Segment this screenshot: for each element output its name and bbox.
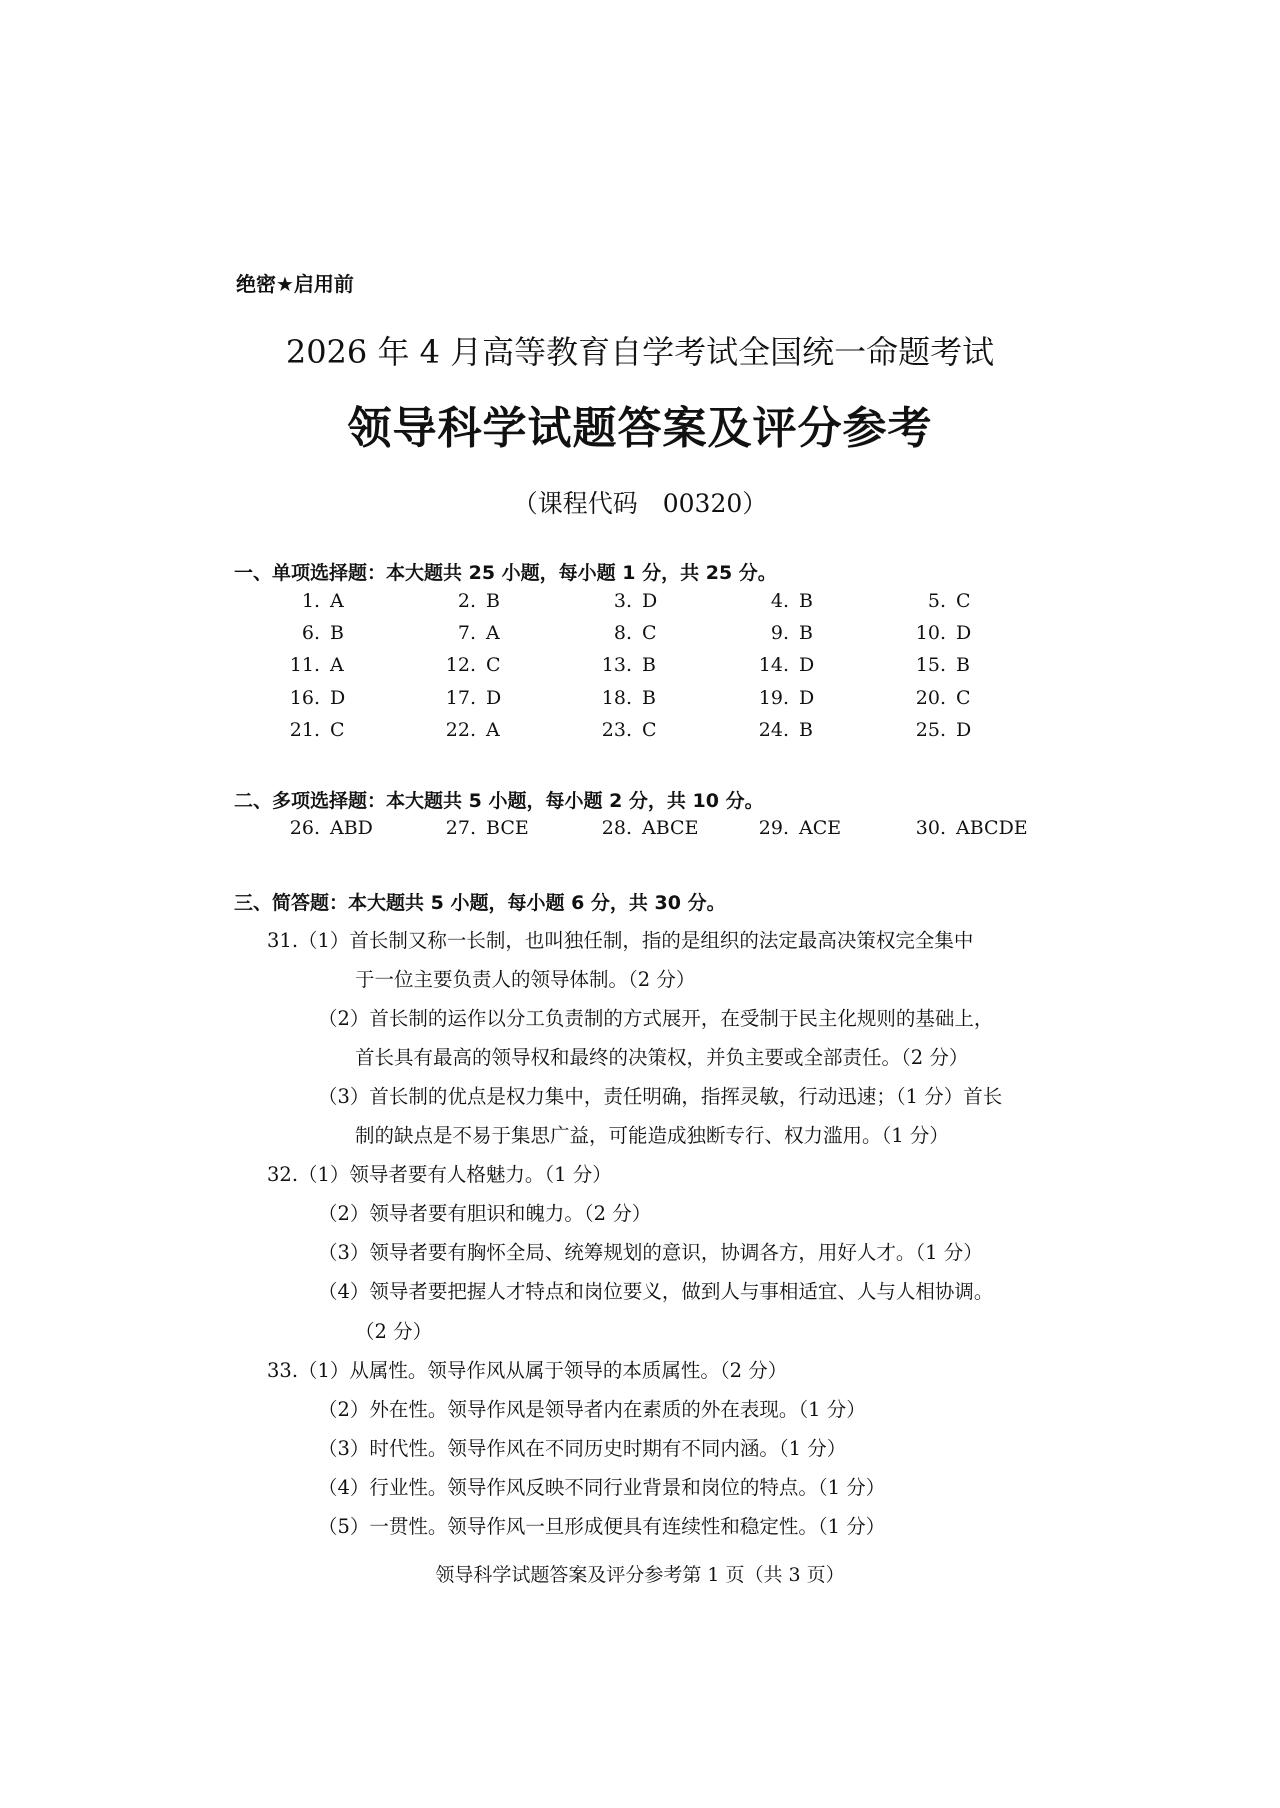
answer-item <box>258 622 344 644</box>
answer-item <box>570 817 698 839</box>
question-number: 14. <box>758 654 789 676</box>
answer-letter: C <box>330 719 345 741</box>
answer-letter: A <box>330 590 344 612</box>
answer-item <box>570 590 657 612</box>
answer-letters: ABD <box>330 817 373 839</box>
question-number: 3. <box>613 590 632 612</box>
answer-item <box>727 622 813 644</box>
answer-letter: D <box>956 719 972 741</box>
question-number: 13. <box>601 654 632 676</box>
answer-item <box>727 719 813 741</box>
question-number: 23. <box>601 719 632 741</box>
answer-item <box>727 654 814 676</box>
answer-letter: D <box>956 622 972 644</box>
answer-item <box>570 654 656 676</box>
question-number: 18. <box>601 687 632 709</box>
question-number: 17. <box>445 687 476 709</box>
answer-letter: C <box>956 590 971 612</box>
answer-letter: B <box>799 590 813 612</box>
answer-line: 制的缺点是不易于集思广益，可能造成独断专行、权力滥用。（1 分） <box>355 1124 949 1147</box>
answer-item <box>884 817 1028 839</box>
question-number: 7. <box>457 622 476 644</box>
answer-item <box>884 719 971 741</box>
answer-letter: C <box>486 654 501 676</box>
question-number: 16. <box>289 687 320 709</box>
answer-item <box>258 654 344 676</box>
answer-item <box>884 590 971 612</box>
page-footer: 领导科学试题答案及评分参考第 1 页（共 3 页） <box>435 1564 845 1586</box>
answer-item <box>570 719 657 741</box>
question-number: 5. <box>927 590 946 612</box>
answer-line: （3）领导者要有胸怀全局、统筹规划的意识，协调各方，用好人才。（1 分） <box>318 1241 983 1264</box>
answer-item <box>414 817 529 839</box>
answer-letter: B <box>799 622 813 644</box>
section-heading-multiple-choice: 二、多项选择题：本大题共 5 小题，每小题 2 分，共 10 分。 <box>234 790 764 812</box>
answer-item <box>884 622 971 644</box>
question-number: 19. <box>758 687 789 709</box>
answer-line: 首长具有最高的领导权和最终的决策权，并负主要或全部责任。（2 分） <box>355 1046 969 1069</box>
answer-letters: BCE <box>486 817 529 839</box>
answer-line: （2）领导者要有胆识和魄力。（2 分） <box>318 1202 652 1225</box>
answer-item <box>258 687 345 709</box>
answer-letter: D <box>642 590 658 612</box>
question-number: 9. <box>770 622 789 644</box>
question-number: 29. <box>758 817 789 839</box>
answer-item <box>884 687 971 709</box>
answer-line: （3）时代性。领导作风在不同历史时期有不同内涵。（1 分） <box>318 1437 847 1460</box>
course-code: （课程代码 00320） <box>512 489 768 518</box>
answer-letter: B <box>642 654 656 676</box>
answer-item <box>414 590 500 612</box>
question-number: 22. <box>445 719 476 741</box>
question-number: 6. <box>301 622 320 644</box>
exam-title: 2026 年 4 月高等教育自学考试全国统一命题考试 <box>285 333 995 371</box>
question-number: 25. <box>915 719 946 741</box>
answer-line: （2 分） <box>355 1320 433 1343</box>
question-number: 27. <box>445 817 476 839</box>
question-number: 4. <box>770 590 789 612</box>
section-heading-short-answer: 三、简答题：本大题共 5 小题，每小题 6 分，共 30 分。 <box>234 892 726 914</box>
question-number: 21. <box>289 719 320 741</box>
answer-letter: D <box>799 687 815 709</box>
question-number: 1. <box>301 590 320 612</box>
answer-line: 31.（1）首长制又称一长制，也叫独任制，指的是组织的法定最高决策权完全集中 <box>267 929 974 952</box>
question-number: 10. <box>915 622 946 644</box>
answer-item <box>414 622 500 644</box>
answer-letter: B <box>642 687 656 709</box>
answer-item <box>258 719 345 741</box>
answer-line: （3）首长制的优点是权力集中，责任明确，指挥灵敏，行动迅速；（1 分）首长 <box>318 1085 1003 1108</box>
question-number: 12. <box>445 654 476 676</box>
answer-letter: D <box>330 687 346 709</box>
answer-letter: A <box>486 622 500 644</box>
section-heading-single-choice: 一、单项选择题：本大题共 25 小题，每小题 1 分，共 25 分。 <box>234 562 777 584</box>
confidential-label: 绝密★启用前 <box>236 272 354 296</box>
document-title: 领导科学试题答案及评分参考 <box>347 403 933 454</box>
answer-line: 33.（1）从属性。领导作风从属于领导的本质属性。（2 分） <box>267 1359 788 1382</box>
answer-letter: B <box>956 654 970 676</box>
question-number: 30. <box>915 817 946 839</box>
answer-letter: A <box>330 654 344 676</box>
answer-line: 32.（1）领导者要有人格魅力。（1 分） <box>267 1163 612 1186</box>
answer-letter: A <box>486 719 500 741</box>
question-number: 24. <box>758 719 789 741</box>
answer-letter: B <box>330 622 344 644</box>
answer-letter: C <box>956 687 971 709</box>
answer-item <box>570 622 657 644</box>
question-number: 20. <box>915 687 946 709</box>
answer-item <box>570 687 656 709</box>
answer-letters: ABCDE <box>956 817 1028 839</box>
answer-item <box>727 687 814 709</box>
answer-letter: B <box>486 590 500 612</box>
question-number: 26. <box>289 817 320 839</box>
answer-item <box>884 654 970 676</box>
answer-item <box>258 590 344 612</box>
answer-line: （4）领导者要把握人才特点和岗位要义，做到人与事相适宜、人与人相协调。 <box>318 1280 994 1303</box>
answer-line: （2）首长制的运作以分工负责制的方式展开，在受制于民主化规则的基础上， <box>318 1007 994 1030</box>
answer-item <box>727 590 813 612</box>
answer-letter: D <box>486 687 502 709</box>
question-number: 8. <box>613 622 632 644</box>
answer-item <box>414 719 500 741</box>
answer-line: （5）一贯性。领导作风一旦形成便具有连续性和稳定性。（1 分） <box>318 1515 886 1538</box>
answer-item <box>414 687 501 709</box>
answer-letters: ACE <box>799 817 842 839</box>
answer-item <box>727 817 841 839</box>
answer-letter: C <box>642 622 657 644</box>
answer-letter: C <box>642 719 657 741</box>
answer-line: 于一位主要负责人的领导体制。（2 分） <box>355 968 696 991</box>
question-number: 15. <box>915 654 946 676</box>
question-number: 28. <box>601 817 632 839</box>
answer-item <box>258 817 373 839</box>
answer-item <box>414 654 501 676</box>
answer-line: （2）外在性。领导作风是领导者内在素质的外在表现。（1 分） <box>318 1398 866 1421</box>
answer-letter: D <box>799 654 815 676</box>
question-number: 11. <box>289 654 320 676</box>
question-number: 2. <box>457 590 476 612</box>
answer-line: （4）行业性。领导作风反映不同行业背景和岗位的特点。（1 分） <box>318 1476 886 1499</box>
answer-letters: ABCE <box>642 817 699 839</box>
answer-letter: B <box>799 719 813 741</box>
